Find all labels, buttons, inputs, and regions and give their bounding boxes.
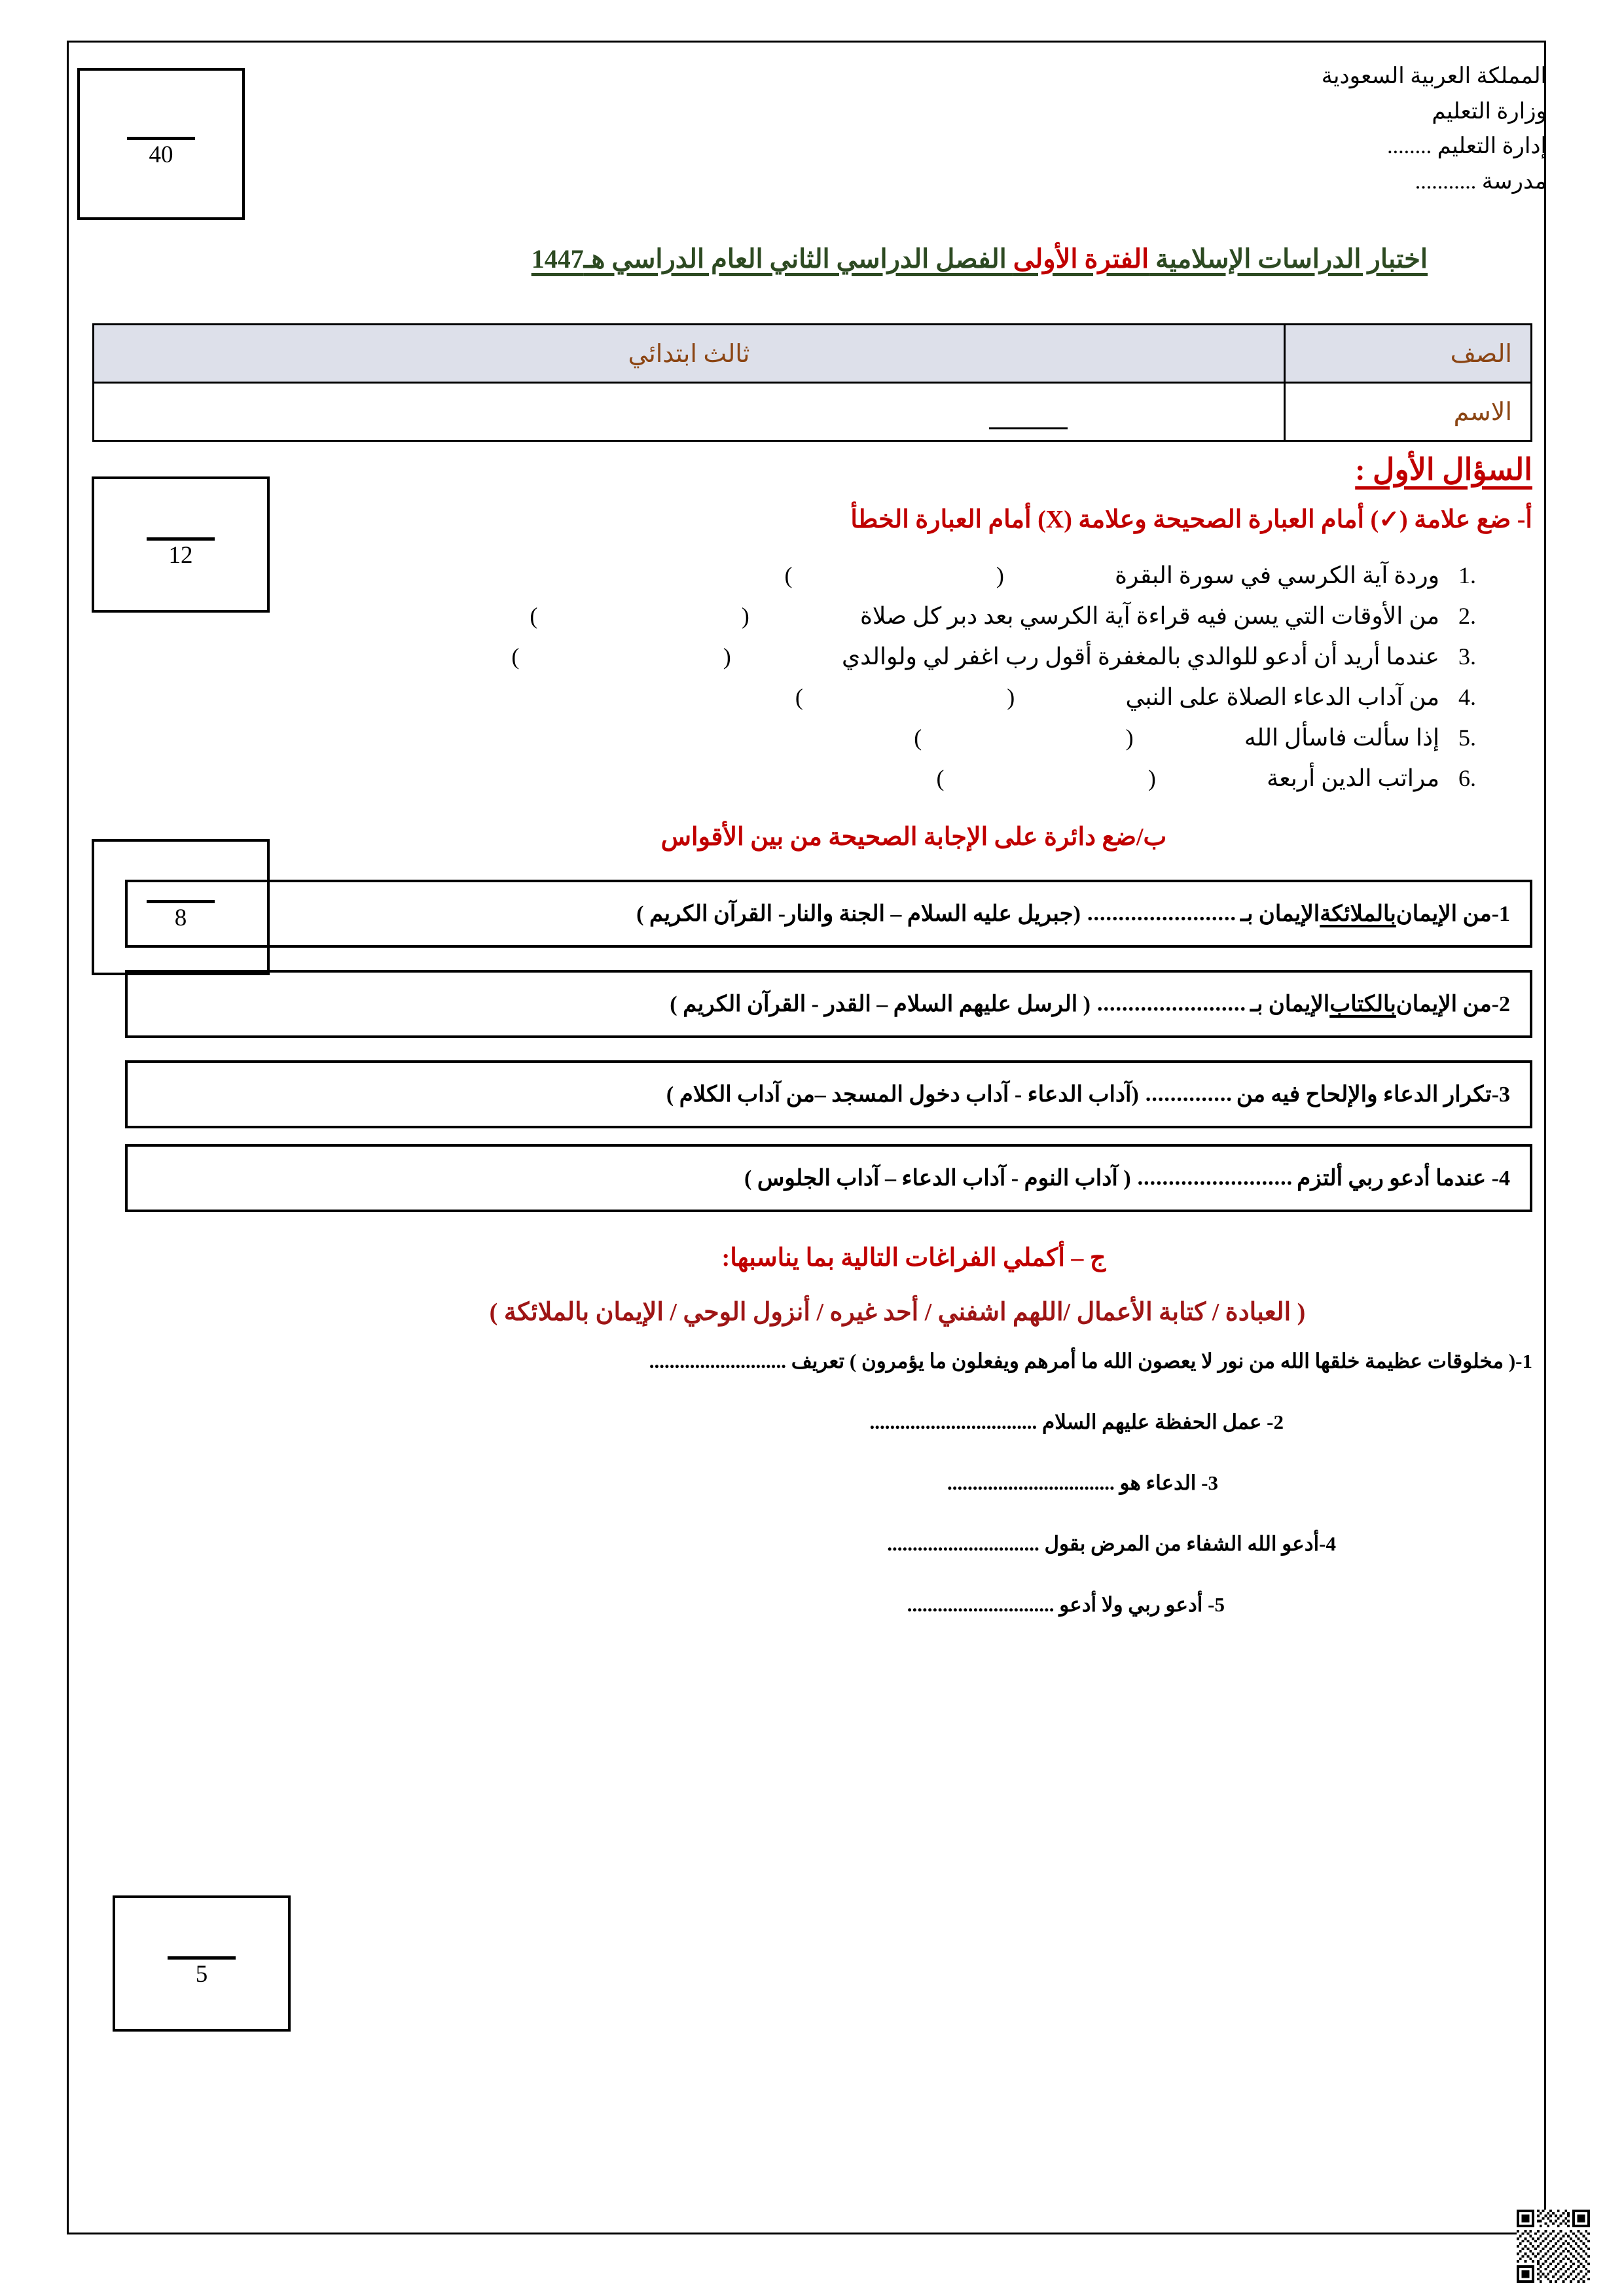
mcq-options[interactable]: (جبريل عليه السلام – الجنة والنار- القرآن الكريم )	[636, 902, 1081, 927]
fill-blank-dots[interactable]: .............................	[907, 1593, 1055, 1617]
list-item[interactable]	[125, 677, 1476, 718]
mcq-item-4[interactable]	[125, 1144, 1532, 1212]
fill-blank-dots[interactable]: .................................	[947, 1471, 1115, 1494]
qr-code-icon	[1517, 2210, 1590, 2283]
answer-parenthesis[interactable]: ( )	[530, 603, 848, 630]
name-label: الاسم	[1285, 383, 1532, 441]
answer-parenthesis[interactable]: ( )	[784, 562, 1104, 589]
score-part-a-denominator: 12	[168, 542, 193, 569]
header-line-kingdom: المملكة العربية السعودية	[1321, 64, 1547, 88]
mcq-mid: الإيمان بـ	[1250, 992, 1330, 1017]
table-row-class	[94, 325, 1532, 383]
fill-in-blank-list	[125, 1349, 1532, 1617]
list-item[interactable]	[125, 1532, 1532, 1556]
mcq-blank-dots: .........................	[1137, 1166, 1293, 1191]
true-false-list	[125, 556, 1532, 798]
list-item[interactable]	[125, 556, 1476, 596]
list-item[interactable]	[125, 718, 1476, 759]
item-number: 5.	[1458, 725, 1476, 751]
score-total-denominator: 40	[149, 141, 173, 169]
fill-text: 2- عمل الحفظة عليهم السلام	[1037, 1410, 1284, 1433]
header-line-ministry: وزارة التعليم	[1432, 99, 1547, 124]
mcq-lead: 1-من الإيمان	[1396, 902, 1510, 927]
score-box-part-c	[113, 1895, 291, 2032]
mcq-lead: 2-من الإيمان	[1396, 992, 1510, 1017]
fill-blank-dots[interactable]: .................................	[869, 1410, 1038, 1433]
list-item[interactable]	[125, 1471, 1532, 1495]
fill-text: 3- الدعاء هو	[1114, 1471, 1218, 1494]
answer-parenthesis[interactable]: ( )	[511, 643, 830, 670]
mcq-options[interactable]: (آداب الدعاء - آداب دخول المسجد –من آداب الكلام )	[666, 1083, 1139, 1107]
item-text: مراتب الدين أربعة	[1267, 764, 1439, 791]
score-fraction	[127, 137, 195, 170]
exam-title-year: 1447هـ	[531, 244, 605, 274]
mcq-lead: 3-تكرار الدعاء والإلحاح فيه من	[1236, 1083, 1510, 1107]
exam-title-part2: الفصل الدراسي الثاني العام الدراسي	[605, 244, 1013, 274]
mcq-blank-dots: ........................	[1096, 992, 1246, 1016]
item-number: 6.	[1458, 764, 1476, 791]
answer-parenthesis[interactable]: ( )	[936, 764, 1255, 791]
answer-parenthesis[interactable]: ( )	[914, 725, 1233, 751]
item-text: عندما أريد أن أدعو للوالدي بالمغفرة أقول رب اغفر لي ولوالدي	[841, 643, 1439, 670]
question1-heading: السؤال الأول :	[1355, 453, 1532, 486]
mcq-blank-dots: ........................	[1087, 901, 1236, 926]
part-a-instruction: أ- ضع علامة (✓) أمام العبارة الصحيحة وعلامة (X) أمام العبارة الخطأ	[850, 506, 1532, 533]
mcq-item-2[interactable]	[125, 970, 1532, 1038]
fill-text: 5- أدعو ربي ولا أدعو	[1054, 1593, 1225, 1617]
fill-text: 4-أدعو الله الشفاء من المرض بقول	[1039, 1532, 1336, 1556]
mcq-item-1[interactable]	[125, 880, 1532, 948]
name-value-field[interactable]	[94, 383, 1285, 441]
list-item[interactable]	[125, 637, 1476, 677]
mcq-blank-dots: ..............	[1145, 1082, 1233, 1107]
exam-content	[125, 452, 1532, 1654]
mcq-options[interactable]: ( آداب النوم - آداب الدعاء – آداب الجلوس )	[744, 1166, 1131, 1191]
item-number: 4.	[1458, 684, 1476, 711]
list-item[interactable]	[125, 1410, 1532, 1434]
score-part-c-denominator: 5	[195, 1961, 208, 1988]
mcq-lead: 4- عندما أدعو ربي ألتزم	[1297, 1166, 1510, 1191]
list-item[interactable]	[125, 1349, 1532, 1373]
mcq-underlined-term: بالكتاب	[1329, 992, 1396, 1017]
list-item[interactable]	[125, 1592, 1532, 1617]
header-line-department: إدارة التعليم ........	[1387, 134, 1547, 159]
item-text: وردة آية الكرسي في سورة البقرة	[1115, 562, 1439, 589]
item-number: 1.	[1458, 562, 1476, 589]
score-fraction-c	[168, 1956, 236, 1989]
table-row-name	[94, 383, 1532, 441]
answer-parenthesis[interactable]: ( )	[795, 684, 1114, 711]
fill-text: 1-( مخلوقات عظيمة خلقها الله من نور لا يعصون الله ما أمرهم ويفعلون ما يؤمرون ) تعريف	[785, 1349, 1532, 1372]
exam-title-period: الفترة الأولى	[1013, 244, 1149, 274]
class-label: الصف	[1285, 325, 1532, 383]
part-b-instruction: ب/ضع دائرة على الإجابة الصحيحة من بين الأقواس	[660, 823, 1167, 851]
header-line-school: مدرسة ...........	[1415, 170, 1547, 194]
item-text: من آداب الدعاء الصلاة على النبي	[1125, 684, 1439, 711]
item-text: من الأوقات التي يسن فيه قراءة آية الكرسي بعد دبر كل صلاة	[859, 603, 1439, 630]
item-number: 2.	[1458, 603, 1476, 630]
exam-title-part1: اختبار الدراسات الإسلامية	[1149, 244, 1428, 274]
institution-header	[1322, 59, 1547, 200]
mcq-item-3[interactable]	[125, 1060, 1532, 1128]
exam-title	[532, 243, 1428, 274]
mcq-mid: الإيمان بـ	[1240, 902, 1320, 927]
mcq-options[interactable]: ( الرسل عليهم السلام – القدر - القرآن الكريم )	[670, 992, 1091, 1017]
part-c-instruction: ج – أكملي الفراغات التالية بما يناسبها:	[721, 1244, 1106, 1272]
student-info-table	[92, 323, 1532, 442]
fill-blank-dots[interactable]: ..............................	[887, 1532, 1039, 1556]
class-value: ثالث ابتدائي	[94, 325, 1285, 383]
list-item[interactable]	[125, 596, 1476, 637]
mcq-underlined-term: بالملائكة	[1320, 902, 1396, 927]
score-box-total	[77, 68, 245, 220]
score-part-b-denominator: 8	[174, 905, 187, 932]
fill-blank-dots[interactable]: ...........................	[649, 1349, 786, 1372]
list-item[interactable]	[125, 759, 1476, 799]
word-bank: ( العبادة / كتابة الأعمال /اللهم اشفني / أحد غيره / أنزول الوحي / الإيمان بالملائكة )	[489, 1298, 1306, 1326]
item-number: 3.	[1458, 643, 1476, 670]
item-text: إذا سألت فاسأل الله	[1244, 725, 1439, 751]
